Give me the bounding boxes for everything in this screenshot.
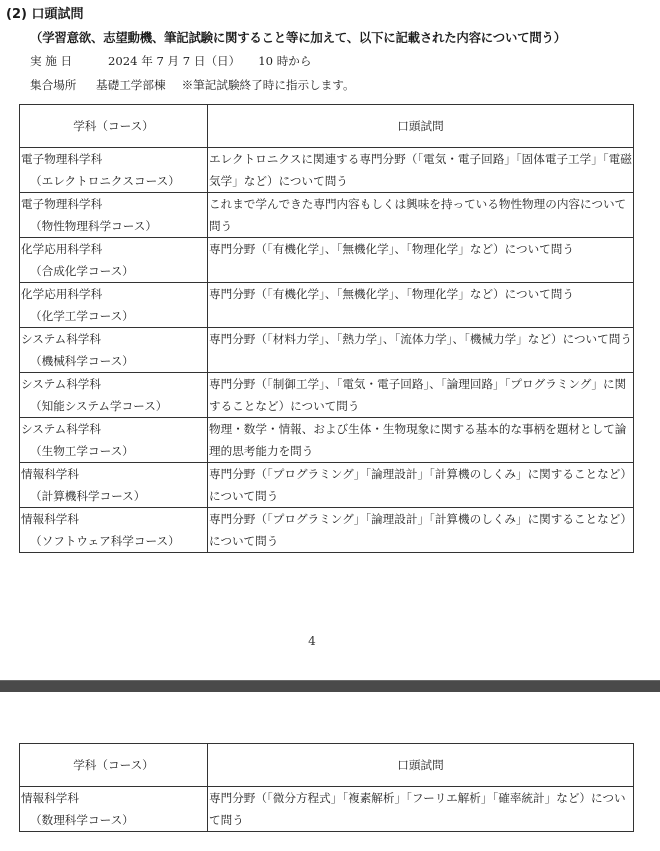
department-name: 化学応用科学科 xyxy=(21,287,103,301)
table-row xyxy=(20,193,634,238)
table-row xyxy=(20,328,634,373)
table-header-row xyxy=(20,744,634,787)
page-number: 4 xyxy=(308,634,316,648)
place-label: 集合場所 xyxy=(30,78,77,92)
oral-exam-description: 専門分野（「プログラミング」「論理設計」「計算機のしくみ」に関することなど）について問う xyxy=(208,463,634,508)
oral-exam-description: 専門分野（「プログラミング」「論理設計」「計算機のしくみ」に関することなど）について問う xyxy=(208,508,634,553)
oral-exam-description: 専門分野（「有機化学」、「無機化学」、「物理化学」など）について問う xyxy=(208,283,634,328)
department-name: 電子物理科学科 xyxy=(21,197,103,211)
date-value: 2024 年 7 月 7 日（日） xyxy=(108,54,241,68)
department-name: システム科学科 xyxy=(21,332,101,346)
oral-exam-description: エレクトロニクスに関連する専門分野（「電気・電子回路」「固体電子工学」「電磁気学」など）について問う xyxy=(208,148,634,193)
course-name: （ソフトウェア科学コース） xyxy=(30,534,180,548)
section-title: (2) 口頭試問 xyxy=(6,7,84,22)
department-name: システム科学科 xyxy=(21,377,101,391)
section-subtitle: （学習意欲、志望動機、筆記試験に関すること等に加えて、以下に記載された内容について問う） xyxy=(30,30,566,45)
department-cell xyxy=(20,508,208,553)
column-header-oral-exam: 口頭試問 xyxy=(208,744,634,787)
table-row xyxy=(20,787,634,832)
oral-exam-description: 専門分野（「制御工学」、「電気・電子回路」、「論理回路」「プログラミング」に関することなど）について問う xyxy=(208,373,634,418)
course-name: （合成化学コース） xyxy=(30,264,134,278)
place-note: ※筆記試験終了時に指示します。 xyxy=(181,78,355,92)
department-name: 情報科学科 xyxy=(21,791,79,805)
department-cell xyxy=(20,148,208,193)
course-name: （物性物理科学コース） xyxy=(30,219,157,233)
department-cell xyxy=(20,283,208,328)
department-cell xyxy=(20,328,208,373)
document-page-2 xyxy=(0,692,660,851)
oral-exam-description: 専門分野（「微分方程式」「複素解析」「フーリエ解析」「確率統計」など）について問う xyxy=(208,787,634,832)
department-name: システム科学科 xyxy=(21,422,101,436)
schedule-date-line xyxy=(30,53,311,69)
department-name: 情報科学科 xyxy=(21,512,79,526)
oral-exam-description: これまで学んできた専門内容もしくは興味を持っている物性物理の内容について問う xyxy=(208,193,634,238)
table-row xyxy=(20,463,634,508)
page-separator xyxy=(0,680,660,692)
department-name: 電子物理科学科 xyxy=(21,152,103,166)
oral-exam-description: 専門分野（「材料力学」、「熱力学」、「流体力学」、「機械力学」など）について問う xyxy=(208,328,634,373)
column-header-department: 学科（コース） xyxy=(20,744,208,787)
department-cell xyxy=(20,238,208,283)
oral-exam-table-continued xyxy=(19,743,634,832)
column-header-oral-exam: 口頭試問 xyxy=(208,105,634,148)
department-name: 情報科学科 xyxy=(21,467,79,481)
department-cell xyxy=(20,373,208,418)
course-name: （計算機科学コース） xyxy=(30,489,146,503)
course-name: （知能システム学コース） xyxy=(30,399,168,413)
date-label: 実 施 日 xyxy=(30,54,73,68)
department-cell xyxy=(20,418,208,463)
table-row xyxy=(20,418,634,463)
table-header-row xyxy=(20,105,634,148)
table-row xyxy=(20,373,634,418)
oral-exam-description: 専門分野（「有機化学」、「無機化学」、「物理化学」など）について問う xyxy=(208,238,634,283)
course-name: （エレクトロニクスコース） xyxy=(30,174,180,188)
department-cell xyxy=(20,463,208,508)
schedule-place-line xyxy=(30,77,355,93)
department-cell xyxy=(20,787,208,832)
column-header-department: 学科（コース） xyxy=(20,105,208,148)
course-name: （化学工学コース） xyxy=(30,309,134,323)
course-name: （機械科学コース） xyxy=(30,354,134,368)
table-row xyxy=(20,283,634,328)
oral-exam-description: 物理・数学・情報、および生体・生物現象に関する基本的な事柄を題材として論理的思考能力を問う xyxy=(208,418,634,463)
department-cell xyxy=(20,193,208,238)
course-name: （数理科学コース） xyxy=(30,813,134,827)
oral-exam-table xyxy=(19,104,634,553)
department-name: 化学応用科学科 xyxy=(21,242,103,256)
place-value: 基礎工学部棟 xyxy=(96,78,166,92)
course-name: （生物工学コース） xyxy=(30,444,134,458)
table-row xyxy=(20,238,634,283)
table-row xyxy=(20,508,634,553)
time-value: 10 時から xyxy=(258,54,312,68)
table-row xyxy=(20,148,634,193)
